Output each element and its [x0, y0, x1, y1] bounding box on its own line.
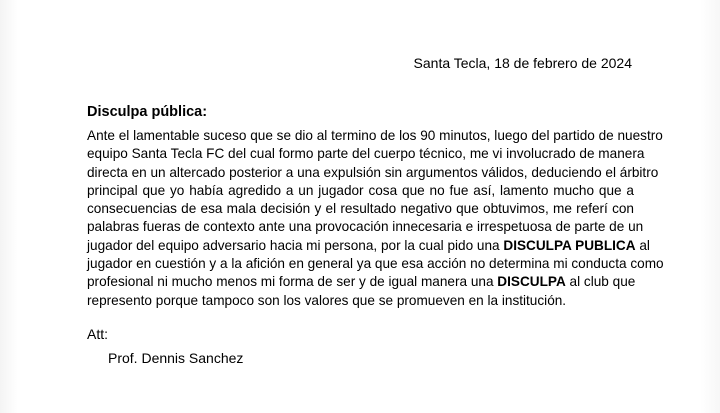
- letter-heading: Disculpa pública:: [87, 104, 208, 120]
- body-line-9: [87, 273, 634, 291]
- body-line-1: Ante el lamentable suceso que se dio al termino de los 90 minutos, luego del partido de nuestro: [87, 128, 663, 143]
- body-line-7-end: al: [635, 237, 650, 253]
- letter-signature: Prof. Dennis Sanchez: [108, 350, 244, 366]
- body-line-2: equipo Santa Tecla FC del cual formo parte del cuerpo técnico, me vi involucrado de manera: [87, 146, 645, 162]
- body-line-9-text: profesional ni mucho menos mi forma de ser y de igual manera una: [87, 274, 498, 290]
- body-line-9-end: al club que: [565, 274, 636, 290]
- body-line-4: principal que yo había agredido a un jugador cosa que no fue así, lamento mucho que a: [87, 182, 634, 198]
- body-line-7: [87, 237, 650, 255]
- body-line-5: consecuencias de esa mala decisión y el resultado negativo que obtuvimos, me referí con: [87, 201, 634, 217]
- apology-emphasis-public: DISCULPA PUBLICA: [503, 237, 636, 253]
- body-line-8: jugador en cuestión y a la afición en general ya que esa acción no determina mi conducta como: [87, 256, 664, 272]
- body-line-3: directa en un altercado posterior a una expulsión sin argumentos válidos, deduciendo el árbitro: [87, 164, 659, 180]
- apology-emphasis-club: DISCULPA: [497, 274, 566, 290]
- letter-date: Santa Tecla, 18 de febrero de 2024: [413, 55, 632, 71]
- letter-body: [87, 127, 664, 310]
- letter-closing: Att:: [87, 326, 109, 342]
- body-line-7-text: jugador del equipo adversario hacia mi persona, por la cual pido una: [87, 237, 504, 253]
- body-line-6: palabras fueras de contexto ante una provocación innecesaria e irrespetuosa de parte de un: [87, 219, 644, 235]
- body-line-10: represento porque tampoco son los valores que se promueven en la institución.: [87, 292, 567, 308]
